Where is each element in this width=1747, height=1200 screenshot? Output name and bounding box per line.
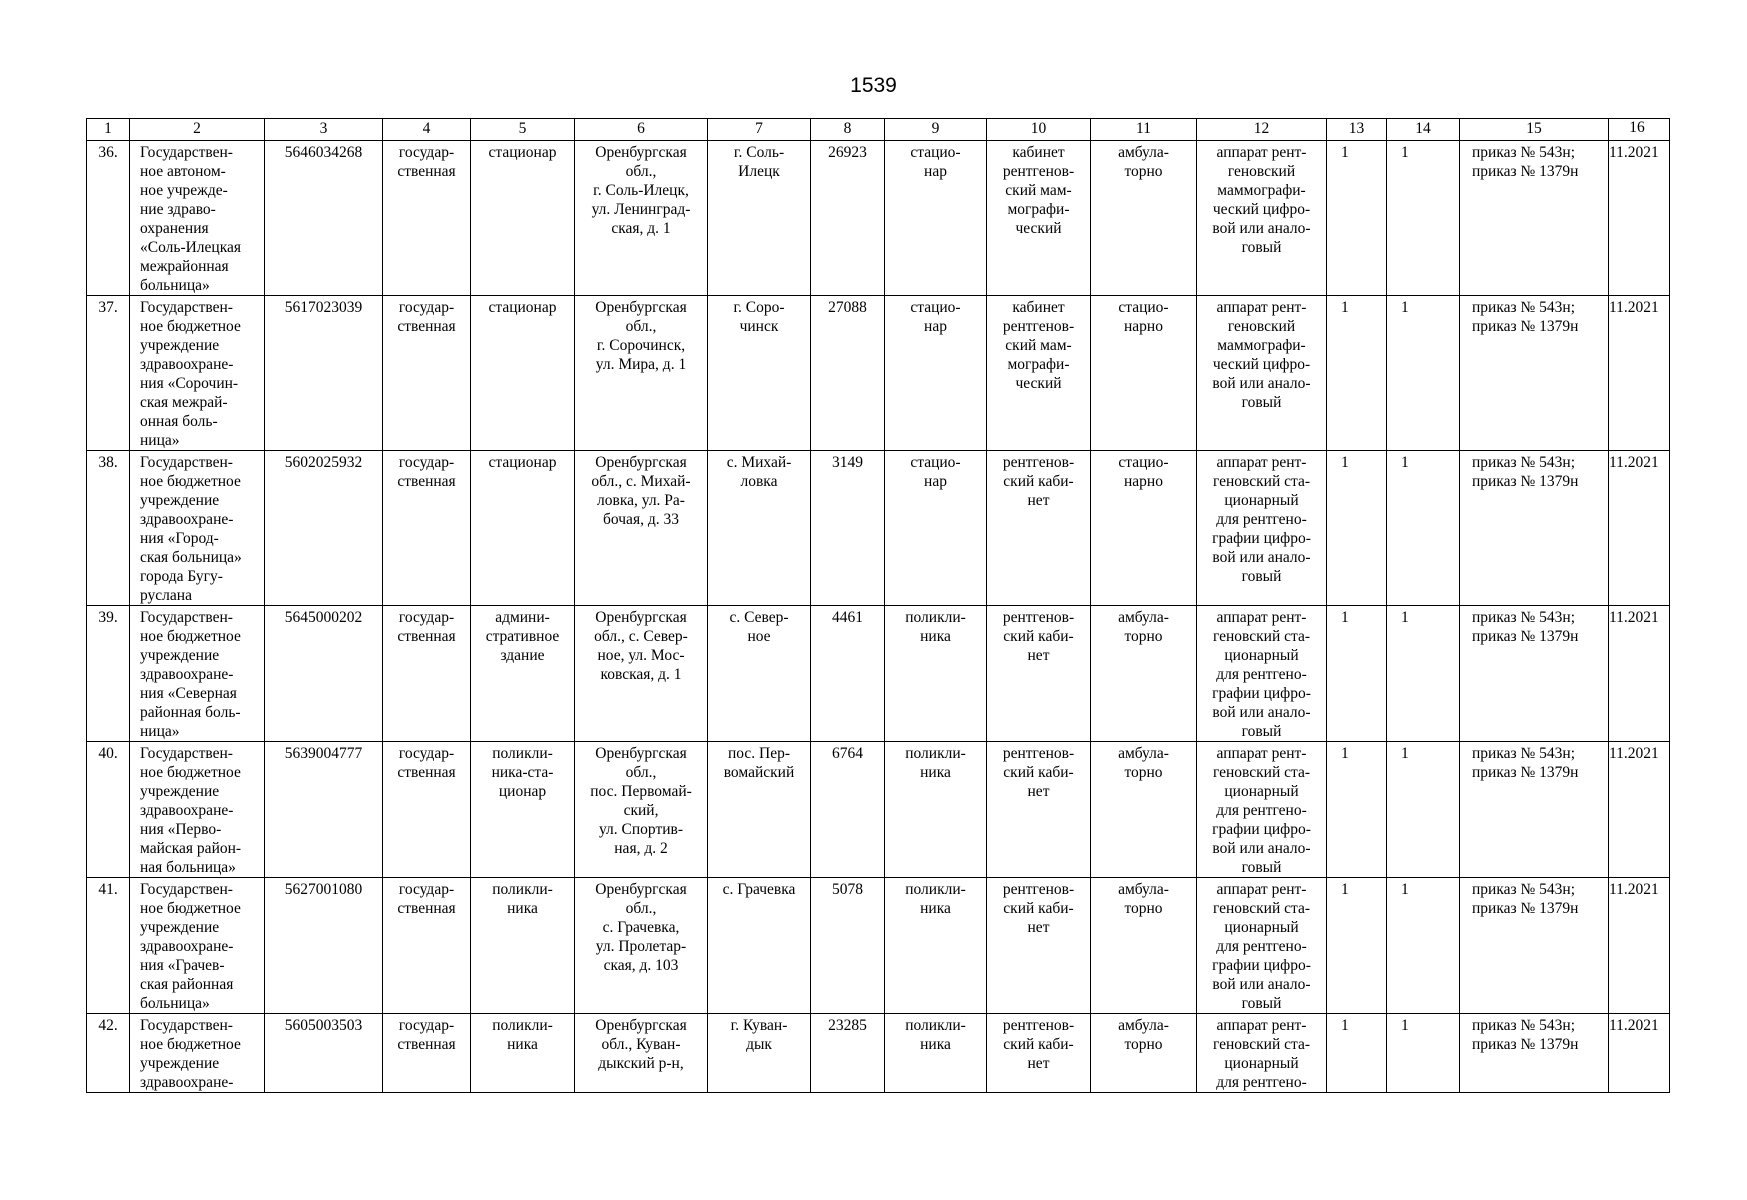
organization-name: Государствен- ное бюджетное учреждение здравоохране- ния «Перво- майская район- ная больница» [130, 742, 265, 878]
quantity-required: 1 [1327, 742, 1387, 878]
locality: с. Грачевка [708, 878, 811, 1014]
column-header: 6 [575, 119, 708, 141]
column-header: 13 [1327, 119, 1387, 141]
regulatory-orders: приказ № 543н; приказ № 1379н [1460, 1014, 1609, 1093]
population: 5078 [811, 878, 885, 1014]
date: 11.2021 [1609, 606, 1670, 742]
ownership-form: государ- ственная [383, 451, 471, 606]
equipment: аппарат рент- геновский ста- ционарный для рентгено- графии цифро- вой или анало- говый [1197, 606, 1327, 742]
inn-code: 5646034268 [265, 141, 383, 296]
facility-type: админи- стративное здание [471, 606, 575, 742]
unit-type: поликли- ника [885, 606, 987, 742]
room-type: рентгенов- ский каби- нет [987, 451, 1091, 606]
column-header: 1 [87, 119, 130, 141]
room-type: рентгенов- ский каби- нет [987, 742, 1091, 878]
column-header: 14 [1387, 119, 1460, 141]
ownership-form: государ- ственная [383, 1014, 471, 1093]
date: 11.2021 [1609, 742, 1670, 878]
room-type: рентгенов- ский каби- нет [987, 878, 1091, 1014]
quantity-planned: 1 [1387, 451, 1460, 606]
room-type: рентгенов- ский каби- нет [987, 606, 1091, 742]
equipment: аппарат рент- геновский маммографи- ческий цифро- вой или анало- говый [1197, 141, 1327, 296]
date: 11.2021 [1609, 296, 1670, 451]
organization-name: Государствен- ное автоном- ное учрежде- ние здраво- охранения «Соль-Илецкая межрайонная больница» [130, 141, 265, 296]
room-type: кабинет рентгенов- ский мам- мографи- ческий [987, 296, 1091, 451]
population: 4461 [811, 606, 885, 742]
locality: с. Север- ное [708, 606, 811, 742]
locality: г. Куван- дык [708, 1014, 811, 1093]
quantity-planned: 1 [1387, 878, 1460, 1014]
organization-name: Государствен- ное бюджетное учреждение здравоохране- ния «Северная районная боль- ница» [130, 606, 265, 742]
unit-type: стацио- нар [885, 141, 987, 296]
address: Оренбургская обл., Куван- дыкский р-н, [575, 1014, 708, 1093]
population: 23285 [811, 1014, 885, 1093]
care-mode: амбула- торно [1091, 742, 1197, 878]
population: 26923 [811, 141, 885, 296]
column-header: 8 [811, 119, 885, 141]
regulatory-orders: приказ № 543н; приказ № 1379н [1460, 296, 1609, 451]
date: 11.2021 [1609, 141, 1670, 296]
address: Оренбургская обл., г. Сорочинск, ул. Мира, д. 1 [575, 296, 708, 451]
inn-code: 5645000202 [265, 606, 383, 742]
registry-table [86, 118, 1670, 1093]
column-header: 3 [265, 119, 383, 141]
equipment: аппарат рент- геновский ста- ционарный для рентгено- графии цифро- вой или анало- говый [1197, 742, 1327, 878]
quantity-required: 1 [1327, 1014, 1387, 1093]
quantity-required: 1 [1327, 878, 1387, 1014]
column-header: 15 [1460, 119, 1609, 141]
ownership-form: государ- ственная [383, 878, 471, 1014]
ownership-form: государ- ственная [383, 296, 471, 451]
row-number: 37. [87, 296, 130, 451]
table-row [87, 1014, 1670, 1093]
column-header: 11 [1091, 119, 1197, 141]
unit-type: стацио- нар [885, 296, 987, 451]
organization-name: Государствен- ное бюджетное учреждение здравоохране- ния «Грачев- ская районная больница» [130, 878, 265, 1014]
row-number: 42. [87, 1014, 130, 1093]
date: 11.2021 [1609, 878, 1670, 1014]
column-header: 9 [885, 119, 987, 141]
unit-type: поликли- ника [885, 742, 987, 878]
facility-type: поликли- ника-ста- ционар [471, 742, 575, 878]
facility-type: стационар [471, 296, 575, 451]
table-row [87, 296, 1670, 451]
address: Оренбургская обл., с. Михай- ловка, ул. Ра- бочая, д. 33 [575, 451, 708, 606]
organization-name: Государствен- ное бюджетное учреждение здравоохране- ния «Сорочин- ская межрай- онная боль- ница» [130, 296, 265, 451]
inn-code: 5602025932 [265, 451, 383, 606]
ownership-form: государ- ственная [383, 141, 471, 296]
ownership-form: государ- ственная [383, 742, 471, 878]
table-row [87, 141, 1670, 296]
population: 3149 [811, 451, 885, 606]
facility-type: стационар [471, 141, 575, 296]
equipment: аппарат рент- геновский ста- ционарный для рентгено- графии цифро- вой или анало- говый [1197, 451, 1327, 606]
row-number: 41. [87, 878, 130, 1014]
regulatory-orders: приказ № 543н; приказ № 1379н [1460, 141, 1609, 296]
column-header: 5 [471, 119, 575, 141]
quantity-required: 1 [1327, 606, 1387, 742]
column-header: 16 [1609, 119, 1670, 141]
facility-type: поликли- ника [471, 1014, 575, 1093]
inn-code: 5627001080 [265, 878, 383, 1014]
population: 6764 [811, 742, 885, 878]
quantity-required: 1 [1327, 296, 1387, 451]
room-type: кабинет рентгенов- ский мам- мографи- ческий [987, 141, 1091, 296]
column-header: 4 [383, 119, 471, 141]
address: Оренбургская обл., с. Грачевка, ул. Пролетар- ская, д. 103 [575, 878, 708, 1014]
care-mode: амбула- торно [1091, 141, 1197, 296]
column-number-row [87, 119, 1670, 141]
row-number: 40. [87, 742, 130, 878]
regulatory-orders: приказ № 543н; приказ № 1379н [1460, 451, 1609, 606]
regulatory-orders: приказ № 543н; приказ № 1379н [1460, 878, 1609, 1014]
care-mode: стацио- нарно [1091, 296, 1197, 451]
locality: г. Сорo- чинск [708, 296, 811, 451]
unit-type: поликли- ника [885, 1014, 987, 1093]
quantity-required: 1 [1327, 141, 1387, 296]
table-row [87, 606, 1670, 742]
row-number: 38. [87, 451, 130, 606]
row-number: 36. [87, 141, 130, 296]
column-header: 7 [708, 119, 811, 141]
quantity-planned: 1 [1387, 606, 1460, 742]
equipment: аппарат рент- геновский ста- ционарный для рентгено- [1197, 1014, 1327, 1093]
address: Оренбургская обл., с. Север- ное, ул. Мос- ковская, д. 1 [575, 606, 708, 742]
facility-type: стационар [471, 451, 575, 606]
date: 11.2021 [1609, 1014, 1670, 1093]
address: Оренбургская обл., г. Соль-Илецк, ул. Ленинград- ская, д. 1 [575, 141, 708, 296]
unit-type: стацио- нар [885, 451, 987, 606]
care-mode: амбула- торно [1091, 878, 1197, 1014]
address: Оренбургская обл., пос. Первомай- ский, ул. Спортив- ная, д. 2 [575, 742, 708, 878]
room-type: рентгенов- ский каби- нет [987, 1014, 1091, 1093]
date: 11.2021 [1609, 451, 1670, 606]
locality: пос. Пер- вомайский [708, 742, 811, 878]
facility-type: поликли- ника [471, 878, 575, 1014]
inn-code: 5639004777 [265, 742, 383, 878]
column-header: 12 [1197, 119, 1327, 141]
locality: г. Соль- Илецк [708, 141, 811, 296]
table-row [87, 878, 1670, 1014]
equipment: аппарат рент- геновский маммографи- ческий цифро- вой или анало- говый [1197, 296, 1327, 451]
column-header: 10 [987, 119, 1091, 141]
regulatory-orders: приказ № 543н; приказ № 1379н [1460, 606, 1609, 742]
unit-type: поликли- ника [885, 878, 987, 1014]
quantity-planned: 1 [1387, 296, 1460, 451]
inn-code: 5605003503 [265, 1014, 383, 1093]
quantity-planned: 1 [1387, 742, 1460, 878]
quantity-required: 1 [1327, 451, 1387, 606]
care-mode: стацио- нарно [1091, 451, 1197, 606]
column-header: 2 [130, 119, 265, 141]
page-number: 1539 [850, 74, 897, 97]
organization-name: Государствен- ное бюджетное учреждение здравоохране- [130, 1014, 265, 1093]
ownership-form: государ- ственная [383, 606, 471, 742]
locality: с. Михай- ловка [708, 451, 811, 606]
inn-code: 5617023039 [265, 296, 383, 451]
quantity-planned: 1 [1387, 1014, 1460, 1093]
organization-name: Государствен- ное бюджетное учреждение здравоохране- ния «Город- ская больница» города Бугу- руслана [130, 451, 265, 606]
row-number: 39. [87, 606, 130, 742]
regulatory-orders: приказ № 543н; приказ № 1379н [1460, 742, 1609, 878]
population: 27088 [811, 296, 885, 451]
care-mode: амбула- торно [1091, 606, 1197, 742]
care-mode: амбула- торно [1091, 1014, 1197, 1093]
table-row [87, 451, 1670, 606]
equipment: аппарат рент- геновский ста- ционарный для рентгено- графии цифро- вой или анало- говый [1197, 878, 1327, 1014]
table-row [87, 742, 1670, 878]
quantity-planned: 1 [1387, 141, 1460, 296]
